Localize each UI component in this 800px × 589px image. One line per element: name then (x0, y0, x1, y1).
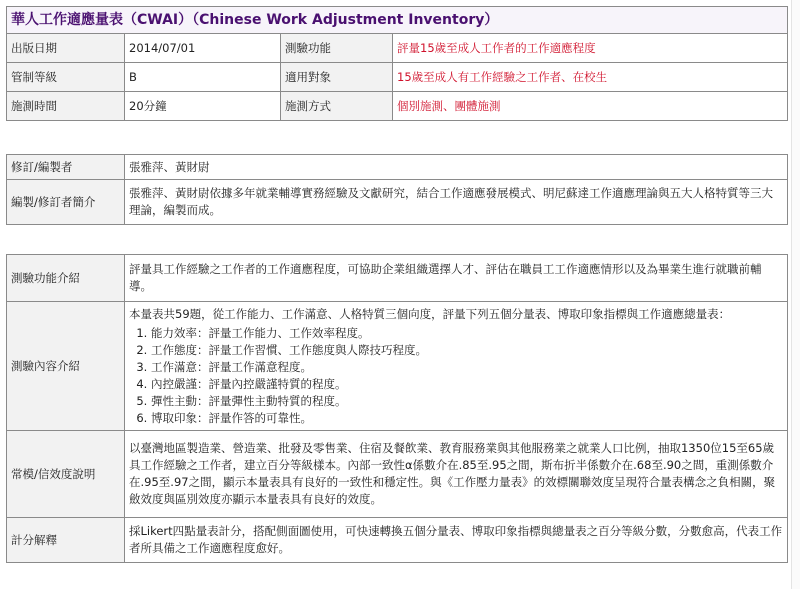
publish-date-value: 2014/07/01 (125, 34, 281, 63)
list-item: 1. 能力效率：評量工作能力、工作效率程度。 (151, 325, 783, 342)
norm-value: 以臺灣地區製造業、營造業、批發及零售業、住宿及餐飲業、教育服務業與其他服務業之就業人口比例，抽取1350位15至65歲具工作經驗之工作者，建立百分等級樣本。內部一致性α係數介在.85至.95之間，斯布折半係數介在.68至.90之間，重測係數介在.95至.97之間，顯示本量表具有良好的一致性和穩定性。與《工作壓力量表》的效標關聯效度呈現符合量表構念之負相關，聚斂效度與區別效度亦顯示本量表具有良好的效度。 (125, 431, 788, 518)
time-label: 施測時間 (7, 92, 125, 121)
content-intro: 本量表共59題，從工作能力、工作滿意、人格特質三個向度，評量下列五個分量表、博取印象指標與工作適應總量表： (129, 306, 731, 321)
page-title: 華人工作適應量表（CWAI）（Chinese Work Adjustment Inventory） (7, 7, 788, 34)
score-label: 計分解釋 (7, 518, 125, 563)
publish-date-label: 出版日期 (7, 34, 125, 63)
time-value: 20分鐘 (125, 92, 281, 121)
list-item: 2. 工作態度：評量工作習慣、工作態度與人際技巧程度。 (151, 342, 783, 359)
function-label: 測驗功能 (281, 34, 393, 63)
basic-info-table (6, 6, 788, 121)
method-label: 施測方式 (281, 92, 393, 121)
bio-label: 編製/修訂者簡介 (7, 180, 125, 225)
content-cell (125, 302, 788, 431)
norm-label: 常模/信效度說明 (7, 431, 125, 518)
page-frame-edge (791, 0, 800, 589)
list-item: 3. 工作滿意：評量工作滿意程度。 (151, 359, 783, 376)
target-value: 15歲至成人有工作經驗之工作者、在校生 (393, 63, 788, 92)
list-item: 6. 博取印象：評量作答的可靠性。 (151, 410, 783, 427)
list-item: 5. 彈性主動：評量彈性主動特質的程度。 (151, 393, 783, 410)
function-value: 評量15歲至成人工作者的工作適應程度 (393, 34, 788, 63)
details-table (6, 254, 788, 563)
method-value: 個別施測、團體施測 (393, 92, 788, 121)
content-list (129, 325, 783, 427)
bio-value: 張雅萍、黃財尉依據多年就業輔導實務經驗及文獻研究，結合工作適應發展模式、明尼蘇達工作適應理論與五大人格特質等三大理論，編製而成。 (125, 180, 788, 225)
editor-value: 張雅萍、黃財尉 (125, 155, 788, 180)
function-intro-value: 評量具工作經驗之工作者的工作適應程度，可協助企業組織選擇人才、評估在職員工工作適應情形以及為畢業生進行就職前輔導。 (125, 255, 788, 302)
function-intro-label: 測驗功能介紹 (7, 255, 125, 302)
target-label: 適用對象 (281, 63, 393, 92)
author-table (6, 154, 788, 225)
list-item: 4. 內控嚴謹：評量內控嚴謹特質的程度。 (151, 376, 783, 393)
editor-label: 修訂/編製者 (7, 155, 125, 180)
score-value: 採Likert四點量表計分，搭配側面圖使用，可快速轉換五個分量表、博取印象指標與總量表之百分等級分數，分數愈高，代表工作者所具備之工作適應程度愈好。 (125, 518, 788, 563)
content-label: 測驗內容介紹 (7, 302, 125, 431)
control-level-value: B (125, 63, 281, 92)
control-level-label: 管制等級 (7, 63, 125, 92)
